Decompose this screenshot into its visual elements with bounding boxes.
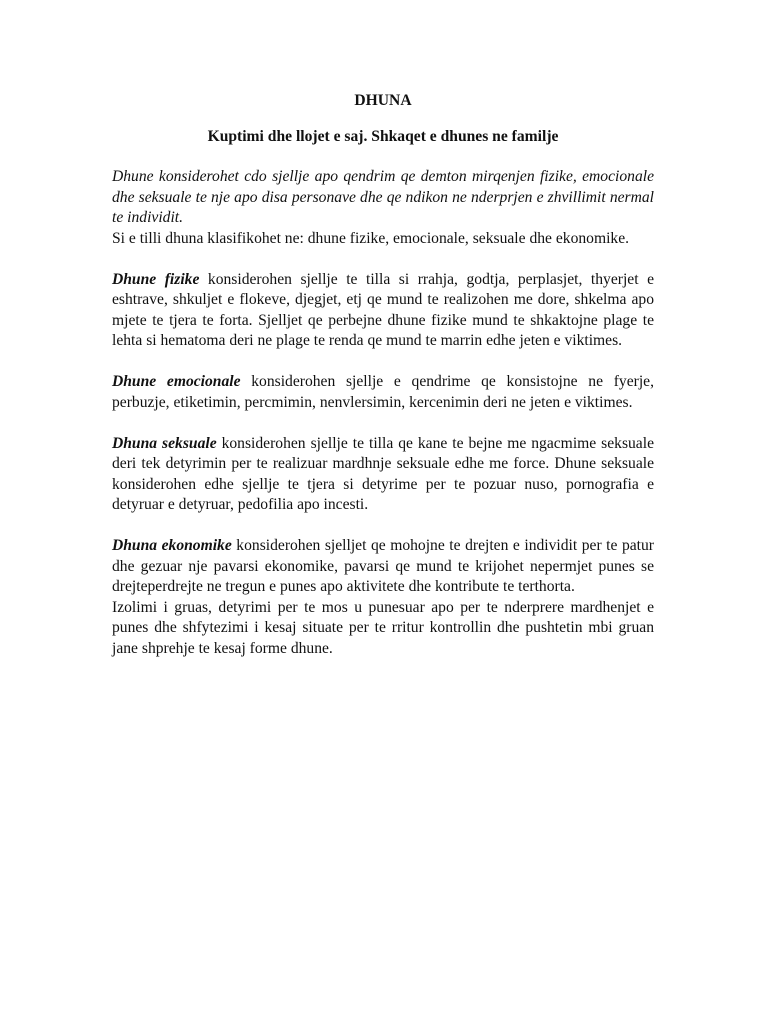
section-term: Dhuna seksuale [112, 434, 217, 452]
section-term: Dhune fizike [112, 270, 200, 288]
section-text: konsiderohen sjellje e qendrime qe konsistojne ne fyerje, perbuzje, etiketimin, percmimin, nenvlersimin, kercenimin deri ne jeten e viktimes. [112, 373, 654, 411]
paragraph-spacer [112, 249, 654, 270]
document-page [112, 88, 654, 659]
paragraph-spacer [112, 516, 654, 537]
paragraph-spacer [112, 352, 654, 373]
intro-definition-paragraph: Dhune konsiderohet cdo sjellje apo qendrim qe demton mirqenjen fizike, emocionale dhe seksuale te nje apo disa personave dhe qe ndikon ne nderprjen e zhvillimit nermal te individit. [112, 168, 654, 226]
section-text: konsiderohen sjellje te tilla qe kane te bejne me ngacmime seksuale deri tek detyrimin per te realizuar mardhnje seksuale edhe me force. Dhune seksuale konsiderohen edhe sjellje te tjera si detyrime per te pozuar nuso, pornografia e detyruar e detyruar, pedofilia apo incesti. [112, 434, 654, 513]
section-text: konsiderohen sjellje te tilla si rrahja, godtja, perplasjet, thyerjet e eshtrave, shkuljet e flokeve, djegjet, etj qe mund te realizohen me dore, shkelma apo mjete te tjera te forta. Sjelljet qe perbejne dhune fizike mund te shkaktojne plage te lehta si hematoma deri ne plage te renda qe mund te marrin edhe jeten e viktimes. [112, 270, 654, 349]
section-sexual-violence [112, 434, 654, 516]
section-emotional-violence [112, 372, 654, 413]
section-physical-violence [112, 270, 654, 352]
closing-paragraph: Izolimi i gruas, detyrimi per te mos u punesuar apo per te nderprere mardhenjet e punes dhe shfytezimi i kesaj situate per te rritur kontrollin dhe pushtetin mbi gruan jane shprehje te kesaj forme dhune. [112, 598, 654, 657]
document-subtitle: Kuptimi dhe llojet e saj. Shkaqet e dhunes ne familje [207, 128, 559, 145]
intro-classification-paragraph: Si e tilli dhuna klasifikohet ne: dhune fizike, emocionale, seksuale dhe ekonomike. [112, 229, 630, 247]
document-title: DHUNA [354, 92, 412, 109]
section-term: Dhuna ekonomike [112, 537, 232, 554]
section-economic-violence [112, 536, 654, 598]
section-term: Dhune emocionale [112, 373, 241, 390]
section-text: konsiderohen sjelljet qe mohojne te drejten e individit per te patur dhe gezuar nje pavarsi ekonomike, pavarsi qe mund te krijohet nepermjet punes se drejteperdrejte ne tregun e punes apo aktivitete dhe kontribute te terthorta. [112, 537, 654, 595]
paragraph-spacer [112, 413, 654, 434]
